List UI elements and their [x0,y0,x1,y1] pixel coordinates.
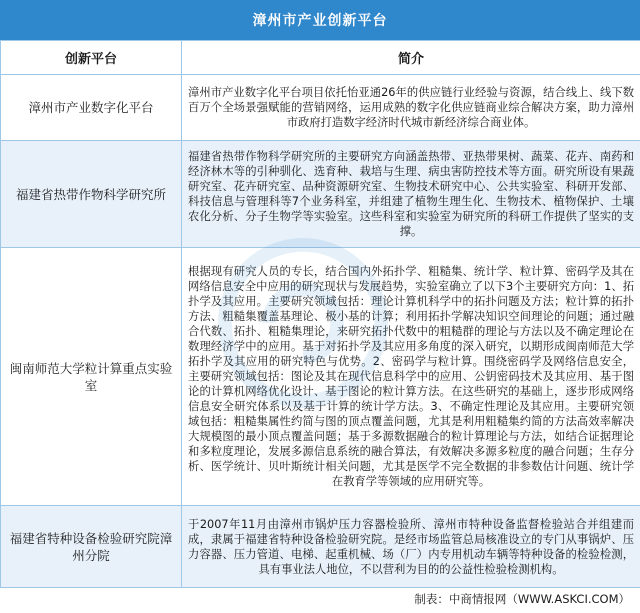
platform-description: 根据现有研究人员的专长，结合国内外拓扑学、粗糙集、统计学、粒计算、密码学及其在网络信息安全中应用的研究现状与发展趋势，实验室确立了以下3个主要研究方向：1、拓扑学及其应用。主要研究领域包括：理论计算机科学中的拓扑问题及方法；粒计算的拓扑方法、粗糙集覆盖基理论、极小基的计算；利用拓扑学解决知识空间理论的问题；通过融合代数、拓扑、粗糙集理论，来研究拓扑代数中的粗糙群的理论与方法以及不确定理论在数理经济学中的应用。基于对拓扑学及其应用多角度的深入研究，以期形成闽南师范大学拓扑学及其应用的研究特色与优势。2、密码学与粒计算。围绕密码学及网络信息安全，主要研究领域包括：图论及其在现代信息科学中的应用、公钥密码技术及其应用、基于图论的计算机网络优化设计、基于图论的粒计算方法。在这些研究的基础上，逐步形成网络信息安全研究体系以及基于计算的统计学方法。3、不确定性理论及其应用。主要研究领域包括：粗糙集属性约简与图的顶点覆盖问题，尤其是利用粗糙集约简的方法高效率解决大规模图的最小顶点覆盖问题；基于多源数据融合的粒计算理论与方法，如结合证据理论和多粒度理论，发展多源信息系统的融合算法，有效解决多源多粒度的融合问题；生存分析、医学统计、贝叶斯统计相关问题，尤其是医学不完全数据的非参数估计问题、统计学在教育学等领域的应用研究等。 [182,248,640,506]
table-header-row [1,41,640,75]
platform-name: 闽南师范大学粒计算重点实验室 [1,248,182,506]
page-title: 漳州市产业创新平台 [0,0,640,40]
platform-description: 福建省热带作物科学研究所的主要研究方向涵盖热带、亚热带果树、蔬菜、花卉、南药和经济林木等的引种驯化、选育种、栽培与生理、病虫害防控技术等方面。研究所设有果蔬研究室、花卉研究室、品种资源研究室、生物技术研究中心、公共实验室、科研开发部、科技信息与管理科等7个业务科室，并组建了植物生理生化、生物技术、植物保护、土壤农化分析、分子生物学等实验室。这些科室和实验室为研究所的科研工作提供了坚实的支撑。 [182,141,640,248]
platform-description: 于2007年11月由漳州市锅炉压力容器检验所、漳州市特种设备监督检验站合并组建而成，隶属于福建省特种设备检验研究院。是经市场监管总局核准设立的专门从事锅炉、压力容器、压力管道、电梯、起重机械、场（厂）内专用机动车辆等特种设备的检验检测，具有事业法人地位，不以营利为目的的公益性检验检测机构。 [182,506,640,588]
platform-name: 漳州市产业数字化平台 [1,75,182,141]
header-description: 简介 [182,41,640,75]
table-row [1,75,640,141]
table-row [1,141,640,248]
platform-name: 福建省热带作物科学研究所 [1,141,182,248]
platform-description: 漳州市产业数字化平台项目依托怡亚通26年的供应链行业经验与资源，结合线上、线下数百万个全场景强赋能的营销网络，运用成熟的数字化供应链商业综合解决方案，助力漳州市政府打造数字经济时代城市新经济综合商业体。 [182,75,640,141]
table-row [1,248,640,506]
innovation-platform-table [0,40,640,588]
source-credit: 制表：中商情报网（WWW.ASKCI.COM） [414,592,630,606]
header-platform: 创新平台 [1,41,182,75]
platform-name: 福建省特种设备检验研究院漳州分院 [1,506,182,588]
table-row [1,506,640,588]
